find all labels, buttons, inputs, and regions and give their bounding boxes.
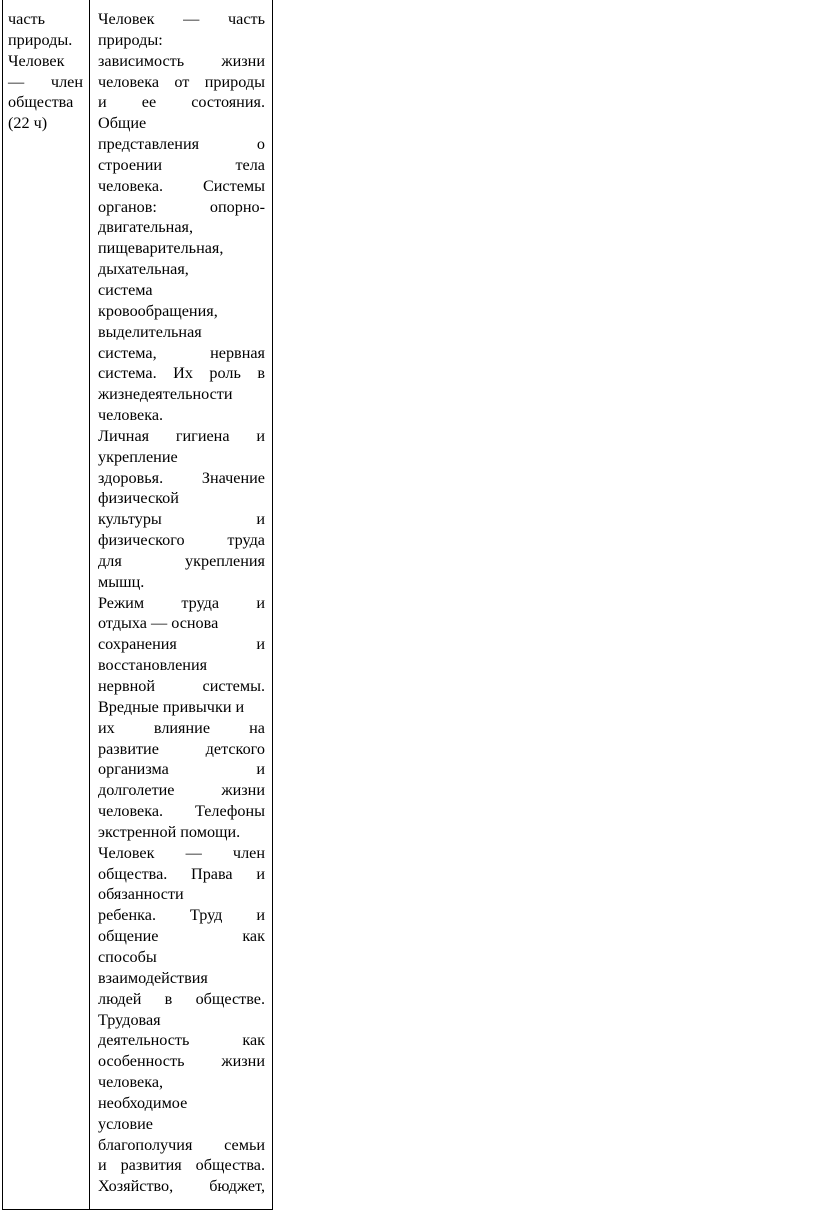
- content-line: Человек — член: [98, 843, 265, 862]
- topic-line: часть: [8, 10, 45, 28]
- topic-line: природы.: [8, 30, 73, 49]
- content-line: жизнедеятельности: [98, 385, 233, 404]
- content-line: органов: опорно-: [98, 197, 265, 216]
- content-line: восстановления: [98, 656, 208, 675]
- content-line: человека. Системы: [98, 176, 265, 195]
- content-line: Режим труда и: [98, 593, 265, 612]
- content-line: особенность жизни: [98, 1052, 265, 1071]
- content-line: развитие детского: [98, 739, 265, 758]
- content-line: сохранения и: [98, 635, 265, 654]
- content-line: организма и: [98, 760, 265, 779]
- content-line: Трудовая: [98, 1010, 161, 1029]
- content-line: долголетие жизни: [98, 781, 265, 800]
- topic-cell: [8, 9, 83, 134]
- content-line: взаимодействия: [98, 968, 208, 987]
- content-line: обязанности: [98, 885, 184, 904]
- content-line: нервной системы.: [98, 677, 265, 695]
- content-line: человека. Телефоны: [98, 802, 265, 821]
- content-line: условие: [98, 1114, 153, 1133]
- content-line: человека.: [98, 406, 164, 425]
- content-line: культуры и: [98, 510, 265, 529]
- content-line: деятельность как: [98, 1031, 265, 1050]
- content-line: природы:: [98, 30, 163, 49]
- content-line: выделительная: [98, 322, 202, 341]
- content-line: мышц.: [98, 572, 145, 591]
- content-line: пищеварительная,: [98, 239, 224, 258]
- content-line: и развития общества.: [98, 1156, 265, 1175]
- content-line: физической: [98, 489, 179, 508]
- content-line: ребенка. Труд и: [98, 906, 265, 925]
- content-line: их влияние на: [98, 718, 265, 737]
- content-line: Личная гигиена и: [98, 426, 265, 445]
- content-line: здоровья. Значение: [98, 468, 265, 487]
- content-line: зависимость жизни: [98, 51, 265, 70]
- content-line: для укрепления: [98, 551, 265, 570]
- content-line: укрепление: [98, 447, 178, 466]
- content-line: общение как: [98, 927, 265, 946]
- content-line: дыхательная,: [98, 260, 189, 279]
- content-line: общества. Права и: [98, 864, 265, 883]
- content-line: система: [98, 280, 153, 299]
- topic-line: Человек: [8, 51, 65, 70]
- content-line: человека от природы: [98, 72, 265, 91]
- content-line: и ее состояния.: [98, 93, 265, 112]
- column-divider: [89, 0, 90, 1210]
- content-line: кровообращения,: [98, 301, 218, 320]
- topic-line: — член: [8, 72, 83, 91]
- content-line: благополучия семьи: [98, 1135, 265, 1154]
- content-line: система, нервная: [98, 343, 265, 362]
- content-line: Вредные привычки и: [98, 697, 245, 716]
- content-cell: [98, 9, 265, 1197]
- content-line: людей в обществе.: [98, 989, 265, 1008]
- content-line: отдыха — основа: [98, 614, 219, 633]
- content-line: Человек — часть: [98, 10, 265, 28]
- topic-line: общества: [8, 93, 74, 112]
- content-line: двигательная,: [98, 218, 194, 237]
- content-line: способы: [98, 947, 157, 966]
- topic-line: (22 ч): [8, 114, 48, 133]
- content-line: строении тела: [98, 155, 265, 174]
- content-line: система. Их роль в: [98, 364, 265, 383]
- content-line: необходимое: [98, 1093, 188, 1112]
- content-line: человека,: [98, 1073, 164, 1092]
- content-line: представления о: [98, 135, 265, 154]
- content-line: Общие: [98, 114, 147, 133]
- content-line: физического труда: [98, 531, 265, 550]
- content-line: экстренной помощи.: [98, 822, 241, 841]
- content-line: Хозяйство, бюджет,: [98, 1177, 265, 1196]
